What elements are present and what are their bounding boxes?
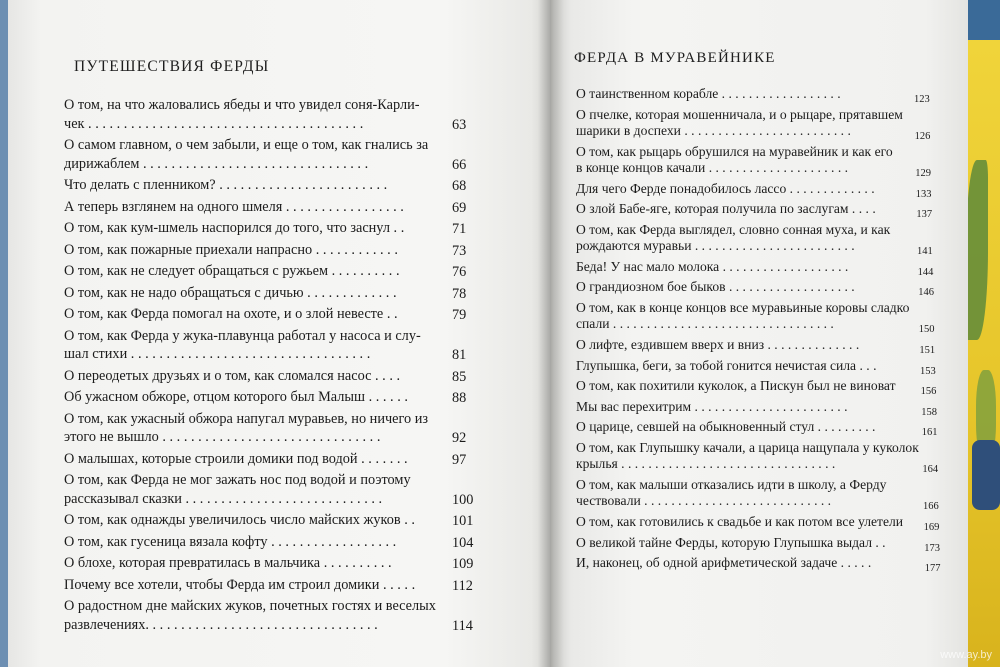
toc-entry-text: чествовали . . . . . . . . . . . . . . . . . . . . . . . . . . . .	[576, 493, 832, 509]
toc-page-number: 151	[919, 345, 936, 356]
toc-entry-text: О том, как кум-шмель наспорился до того, что заснул . .	[64, 220, 405, 236]
toc-page-number: 69	[452, 199, 467, 216]
toc-entry	[64, 388, 467, 407]
toc-page-number: 164	[922, 464, 939, 476]
toc-page-number: 123	[914, 94, 930, 105]
toc-entry-text: рождаются муравьи . . . . . . . . . . . . . . . . . . . . . . . .	[576, 238, 855, 254]
toc-page-number: 79	[452, 307, 467, 323]
toc-page-number: 68	[452, 178, 467, 194]
toc-entry-text: О блохе, которая превратилась в мальчика . . . . . . . . . .	[64, 555, 392, 571]
toc-page-number: 76	[452, 264, 467, 280]
toc-entry-text: О том, как готовились к свадьбе и как потом все улетели	[576, 514, 904, 529]
toc-page-number: 101	[452, 513, 474, 529]
toc-page-number: 97	[452, 451, 467, 468]
toc-page-number: 78	[452, 285, 467, 302]
toc-entry	[576, 180, 932, 200]
toc-page-number: 129	[915, 167, 931, 179]
toc-entry-text: О великой тайне Ферды, которую Глупышка выдал . .	[576, 534, 886, 550]
toc-entry	[64, 262, 467, 281]
toc-entry-text: Глупышка, беги, за тобой гонится нечистая сила . . .	[576, 357, 877, 373]
toc-entry	[576, 337, 936, 356]
toc-page-number: 150	[918, 324, 935, 336]
toc-page-number: 137	[916, 209, 933, 221]
toc-entry-text: О том, как похитили куколок, а Пискун был не виноват	[576, 378, 896, 394]
toc-entry-text: О грандиозном бое быков . . . . . . . . . . . . . . . . . . .	[576, 279, 855, 295]
toc-entry-text: спали . . . . . . . . . . . . . . . . . . . . . . . . . . . . . . . . .	[576, 316, 834, 332]
toc-entry-text: О малышах, которые строили домики под водой . . . . . . .	[64, 450, 408, 467]
toc-entry	[64, 284, 467, 303]
toc-entry-text: крылья . . . . . . . . . . . . . . . . . . . . . . . . . . . . . . . .	[576, 456, 836, 472]
toc-entry-text: дирижаблем . . . . . . . . . . . . . . . . . . . . . . . . . . . . . . . .	[64, 155, 369, 172]
toc-entry-text: рассказывал сказки . . . . . . . . . . . . . . . . . . . . . . . . . . . .	[64, 490, 383, 507]
toc-entry	[576, 86, 930, 105]
toc-page-number: 66	[452, 156, 467, 173]
toc-entry	[64, 450, 467, 469]
toc-entry-text: О том, как в конце концов все муравьиные коровы сладко	[576, 300, 910, 315]
toc-entry-text: этого не вышло . . . . . . . . . . . . . . . . . . . . . . . . . . . . . . .	[64, 429, 381, 445]
toc-entry-text: О самом главном, о чем забыли, и еще о том, как гнались за	[64, 137, 429, 153]
toc-entry	[576, 258, 934, 278]
toc-entry	[64, 241, 467, 260]
toc-entry	[576, 357, 936, 377]
toc-entry	[64, 576, 473, 595]
leaf-illustration	[966, 160, 988, 340]
toc-page-number: 169	[923, 522, 940, 533]
toc-entry-text: чек . . . . . . . . . . . . . . . . . . . . . . . . . . . . . . . . . . . . . . .	[64, 115, 364, 132]
toc-entry	[64, 219, 467, 238]
toc-entry	[576, 378, 937, 398]
toc-page-number: 144	[917, 266, 934, 278]
toc-entry-text: шал стихи . . . . . . . . . . . . . . . . . . . . . . . . . . . . . . . . . .	[64, 346, 371, 362]
toc-page-number: 112	[452, 577, 473, 594]
toc-entry-text: О том, как не следует обращаться с ружьем . . . . . . . . . .	[64, 263, 400, 279]
toc-entry	[64, 305, 467, 324]
toc-entry-text: О том, как Ферда не мог зажать нос под водой и поэтому	[64, 472, 411, 488]
toc-entry-text: О том, как ужасный обжора напугал муравьев, но ничего из	[64, 410, 429, 427]
toc-entry	[576, 201, 933, 221]
toc-page-number: 81	[452, 347, 467, 363]
toc-entry	[576, 300, 935, 336]
toc-page-number: 166	[923, 501, 939, 513]
toc-entry	[64, 471, 474, 508]
toc-entry	[576, 534, 940, 554]
toc-entry	[576, 440, 939, 476]
toc-entry	[576, 106, 931, 142]
toc-entry-text: О том, как Ферда у жука-плавунца работал у насоса и слу-	[64, 327, 421, 344]
toc-page-number: 146	[918, 287, 934, 299]
toc-page-number: 133	[915, 188, 932, 200]
toc-entry-text: Что делать с пленником? . . . . . . . . . . . . . . . . . . . . . . . .	[64, 177, 388, 193]
toc-entry	[64, 554, 474, 573]
toc-entry-text: О том, как гусеница вязала кофту . . . . . . . . . . . . . . . . . .	[64, 533, 397, 550]
toc-page-number: 161	[921, 427, 938, 439]
toc-entry	[576, 143, 931, 179]
toc-entry-text: О том, как не надо обращаться с дичью . . . . . . . . . . . . .	[64, 284, 397, 301]
toc-entry-text: О переодетых друзьях и о том, как сломался насос . . . .	[64, 367, 401, 384]
toc-entry-text: О пчелке, которая мошенничала, и о рыцаре, прятавшем	[576, 106, 903, 122]
toc-entry	[64, 367, 467, 386]
toc-entry-text: Об ужасном обжоре, отцом которого был Малыш . . . . . .	[64, 389, 408, 405]
toc-page-number: 109	[452, 556, 474, 572]
toc-entry	[576, 279, 934, 299]
toc-entry	[64, 533, 474, 552]
toc-entry-text: О том, как рыцарь обрушился на муравейник и как его	[576, 143, 893, 159]
toc-entry-text: О том, как пожарные приехали напрасно . . . . . . . . . . . .	[64, 241, 398, 258]
toc-entry	[576, 221, 933, 258]
watermark: www.ay.by	[940, 649, 992, 661]
toc-entry-text: развлечениях. . . . . . . . . . . . . . . . . . . . . . . . . . . . . . . . .	[64, 616, 378, 633]
toc-entry	[576, 398, 937, 418]
toc-entry	[576, 419, 938, 439]
toc-page-number: 73	[452, 242, 467, 259]
toc-entry-text: в конце концов качали . . . . . . . . . . . . . . . . . . . . .	[576, 159, 849, 175]
toc-page-number: 177	[924, 563, 941, 575]
toc-entry	[64, 410, 467, 447]
toc-page-number: 156	[920, 386, 937, 398]
toc-entry-text: Мы вас перехитрим . . . . . . . . . . . . . . . . . . . . . . .	[576, 398, 848, 414]
toc-entry-text: А теперь взглянем на одного шмеля . . . . . . . . . . . . . . . . .	[64, 198, 404, 215]
toc-page-number: 71	[452, 221, 467, 237]
toc-entry	[576, 477, 939, 513]
toc-entry	[64, 136, 467, 173]
toc-entry	[64, 327, 467, 364]
toc-entry-text: О таинственном корабле . . . . . . . . . . . . . . . . . .	[576, 86, 841, 101]
left-section-title: ПУТЕШЕСТВИЯ ФЕРДЫ	[74, 58, 270, 75]
toc-entry-text: О лифте, ездившем вверх и вниз . . . . . . . . . . . . . .	[576, 337, 860, 352]
toc-entry	[576, 555, 941, 575]
toc-entry-text: О том, на что жаловались ябеды и что увидел соня-Карли-	[64, 97, 420, 113]
toc-page-number: 153	[920, 365, 936, 377]
toc-entry	[64, 96, 467, 133]
book-spine	[538, 0, 564, 667]
toc-entry	[64, 176, 467, 195]
toc-entry-text: Почему все хотели, чтобы Ферда им строил домики . . . . .	[64, 576, 416, 593]
toc-entry	[576, 514, 940, 533]
toc-page-number: 114	[452, 617, 473, 634]
toc-entry-text: И, наконец, об одной арифметической задаче . . . . .	[576, 555, 872, 571]
toc-page-number: 104	[452, 534, 474, 551]
toc-entry-text: О том, как Глупышку качали, а царица нащупала у куколок	[576, 440, 919, 455]
toc-entry-text: О злой Бабе-яге, которая получила по заслугам . . . .	[576, 201, 876, 217]
right-section-title: ФЕРДА В МУРАВЕЙНИКЕ	[574, 50, 776, 66]
toc-entry-text: О царице, севшей на обыкновенный стул . . . . . . . . .	[576, 419, 876, 435]
toc-entry-text: Беда! У нас мало молока . . . . . . . . . . . . . . . . . . .	[576, 258, 849, 274]
toc-page-number: 85	[452, 368, 467, 385]
figure-illustration	[972, 440, 1000, 510]
toc-page-number: 126	[914, 130, 931, 142]
toc-entry-text: О том, как однажды увеличилось число майских жуков . .	[64, 512, 415, 528]
toc-entry-text: О том, как Ферда выглядел, словно сонная муха, и как	[576, 221, 891, 237]
toc-entry-text: О том, как малыши отказались идти в школу, а Ферду	[576, 477, 887, 492]
toc-page-number: 141	[917, 246, 933, 258]
toc-entry-text: О том, как Ферда помогал на охоте, и о злой невесте . .	[64, 306, 398, 322]
toc-entry-text: О радостном дне майских жуков, почетных гостях и веселых	[64, 598, 436, 614]
toc-page-number: 63	[452, 116, 467, 133]
toc-entry-text: шарики в доспехи . . . . . . . . . . . . . . . . . . . . . . . . .	[576, 122, 851, 138]
toc-page-number: 158	[921, 406, 937, 418]
toc-entry	[64, 511, 474, 530]
toc-page-number: 100	[452, 491, 474, 508]
toc-entry	[64, 597, 473, 634]
toc-entry	[64, 198, 467, 217]
toc-page-number: 88	[452, 390, 467, 406]
toc-page-number: 173	[924, 542, 940, 554]
toc-entry-text: Для чего Ферде понадобилось лассо . . . . . . . . . . . . .	[576, 180, 875, 196]
toc-page-number: 92	[452, 430, 467, 446]
